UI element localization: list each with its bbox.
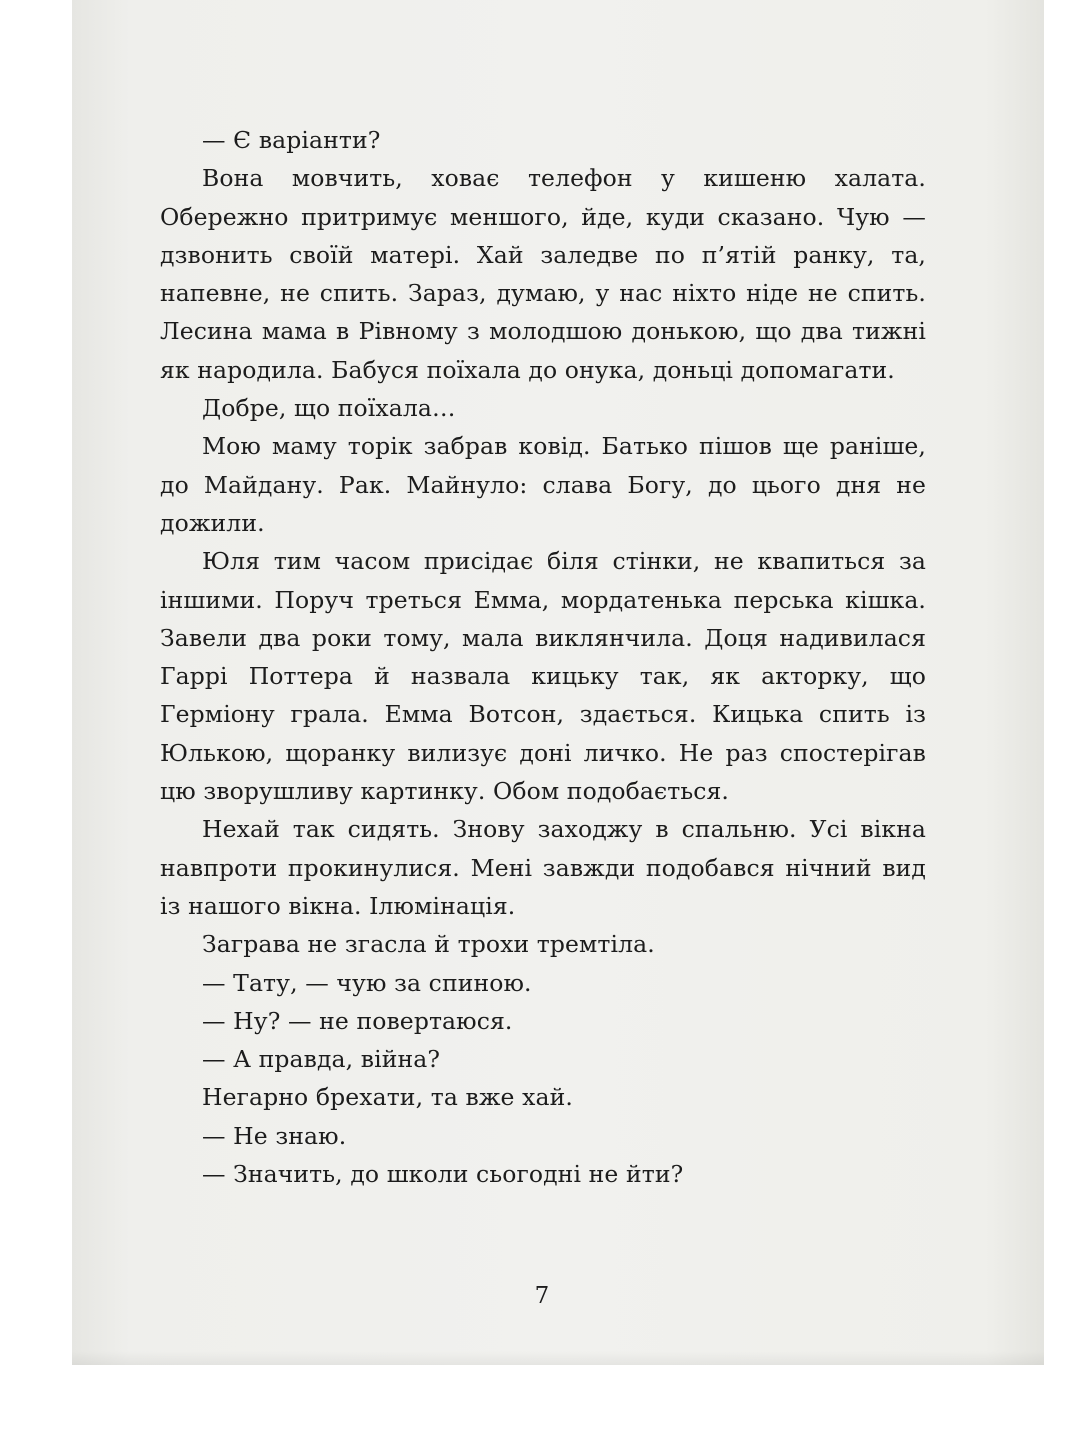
paragraph-1: — Є варіанти?	[202, 126, 381, 154]
paragraph-13: — Значить, до школи сьогодні не йти?	[202, 1160, 684, 1189]
page-number	[72, 1283, 1044, 1309]
paragraph-4: Мою маму торік забрав ковід. Батько пішов ще раніше, до Майдану. Рак. Майнуло: слава Богу, до цього дня не дожили.	[160, 432, 926, 537]
paragraph-7: Заграва не згасла й трохи тремтіла.	[202, 930, 655, 959]
paragraph-6: Нехай так сидять. Знову заходжу в спальню. Усі вікна навпроти прокинулися. Мені завжди подобався нічний вид із нашого вікна. Ілюмінація.	[160, 815, 926, 920]
paragraph-8: — Тату, — чую за спиною.	[202, 968, 532, 997]
paragraph-10: — А правда, війна?	[202, 1045, 441, 1074]
paragraph-12: — Не знаю.	[202, 1121, 347, 1150]
paragraph-5: Юля тим часом присідає біля стінки, не квапиться за іншими. Поруч треться Емма, мордатенька перська кішка. Завели два роки тому, мала виклянчила. Доця надивилася Гаррі Поттера й назвала кицьку так, як акторку, що Герміону грала. Емма Вотсон, здається. Кицька спить із Юлькою, щоранку вилизує доні личко. Не раз спостерігав цю зворушливу картинку. Обом подобається.	[160, 547, 926, 806]
paragraph-3: Добре, що поїхала…	[202, 394, 456, 423]
paragraph-11: Негарно брехати, та вже хай.	[202, 1083, 573, 1112]
book-page	[72, 0, 1044, 1365]
page-text	[160, 121, 926, 1193]
paragraph-2: Вона мовчить, ховає телефон у кишеню халата. Обережно притримує меншого, йде, куди сказано. Чую — дзвонить своїй матері. Хай заледве по п’ятій ранку, та, напевне, не спить. Зараз, думаю, у нас ніхто ніде не спить. Лесина мама в Рівному з молодшою донькою, що два тижні як народила. Бабуся поїхала до онука, доньці допомагати.	[160, 164, 926, 384]
paragraph-9: — Ну? — не повертаюся.	[202, 1006, 513, 1035]
page-number-label: 7	[534, 1283, 550, 1309]
